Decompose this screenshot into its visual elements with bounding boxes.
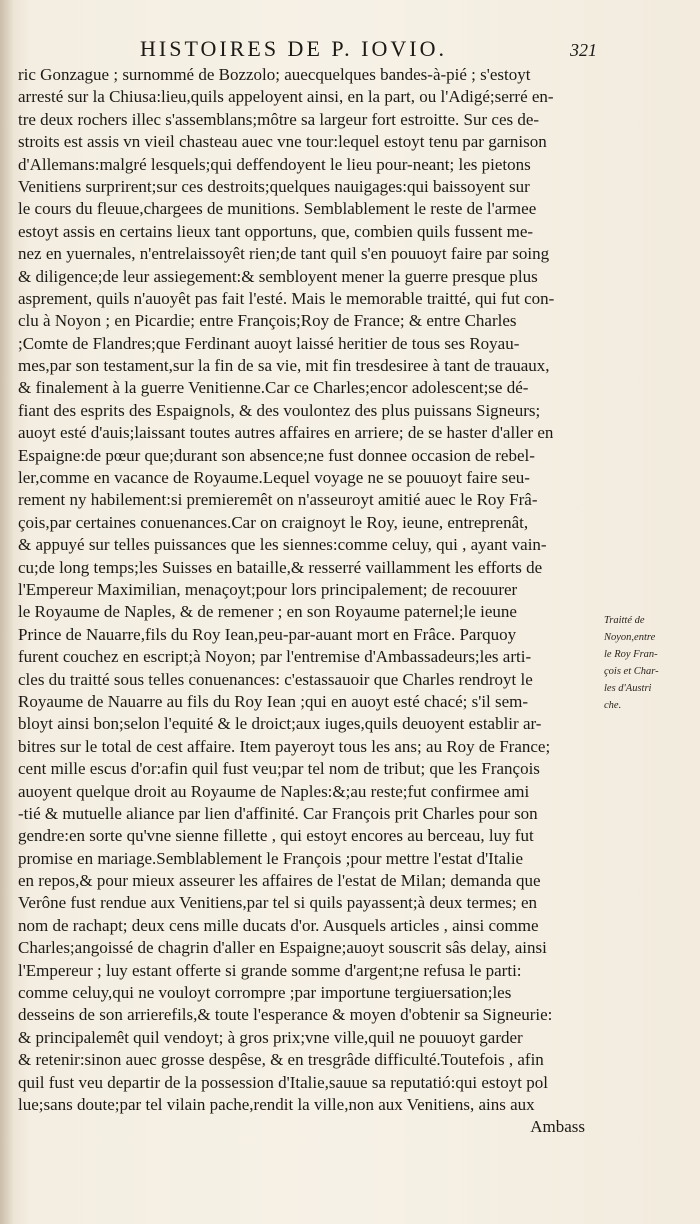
- text-line: stroits est assis vn vieil chasteau auec vne tour:lequel estoyt tenu par garnison: [18, 132, 547, 152]
- text-line: Espaigne:de pœur que;durant son absence;ne fust donnee occasion de rebel-: [18, 445, 535, 465]
- text-line: le Royaume de Naples, & de remener ; en son Royaume paternel;le ieune: [18, 602, 517, 622]
- text-line: en repos,& pour mieux asseurer les affaires de l'estat de Milan; demanda que: [18, 871, 541, 891]
- catchword: Ambass: [530, 1117, 585, 1137]
- text-line: & diligence;de leur assiegement:& sembloyent mener la guerre presque plus: [18, 266, 538, 286]
- text-line: & appuyé sur telles puissances que les siennes:comme celuy, qui , ayant vain-: [18, 535, 547, 555]
- margin-note-line: le Roy Fran-: [604, 649, 658, 660]
- margin-note-line: çois et Char-: [604, 666, 659, 677]
- text-line: cles du traitté sous telles conuenances: c'estassauoir que Charles rendroyt le: [18, 669, 533, 689]
- text-line: d'Allemans:malgré lesquels;qui deffendoyent le lieu pour-neant; les pietons: [18, 154, 531, 174]
- text-line: le cours du fleuue,chargees de munitions. Semblablement le reste de l'armee: [18, 199, 537, 219]
- text-line: nom de rachapt; deux cens mille ducats d'or. Ausquels articles , ainsi comme: [18, 915, 539, 935]
- text-line: bitres sur le total de cest affaire. Item payeroyt tous les ans; au Roy de France;: [18, 736, 551, 756]
- text-line: ric Gonzague ; surnommé de Bozzolo; auecquelques bandes-à-pié ; s'estoyt: [18, 65, 531, 84]
- text-line: -tié & mutuelle aliance par lien d'affinité. Car François prit Charles pour son: [18, 803, 538, 823]
- text-line: clu à Noyon ; en Picardie; entre François;Roy de France; & entre Charles: [18, 311, 517, 331]
- text-line: l'Empereur ; luy estant offerte si grande somme d'argent;ne refusa le parti:: [18, 960, 522, 980]
- text-line: quil fust veu departir de la possession d'Italie,sauue sa reputatió:qui estoyt pol: [18, 1072, 548, 1092]
- margin-note-line: les d'Austri: [604, 683, 652, 694]
- text-line: comme celuy,qui ne vouloyt corrompre ;par importune tergiuersation;les: [18, 983, 512, 1003]
- text-line: lue;sans doute;par tel vilain pache,rendit la ville,non aux Venitiens, ains aux: [18, 1094, 535, 1114]
- text-line: Charles;angoissé de chagrin d'aller en Espaigne;auoyt souscrit sâs delay, ainsi: [18, 938, 547, 958]
- text-line: auoyent quelque droit au Royaume de Naples:&;au reste;fut confirmee ami: [18, 781, 530, 801]
- margin-note-line: che.: [604, 700, 622, 711]
- text-line: auoyt esté d'auis;laissant toutes autres affaires en arriere; de se haster d'aller en: [18, 423, 554, 443]
- margin-note: [604, 612, 690, 714]
- text-line: & principalemêt quil vendoyt; à gros prix;vne ville,quil ne pouuoyt garder: [18, 1027, 523, 1047]
- text-line: cent mille escus d'or:afin quil fust veu;par tel nom de tribut; que les François: [18, 759, 540, 779]
- text-line: mes,par son testament,sur la fin de sa vie, mit fin tresdesiree à tant de trauaux,: [18, 356, 550, 376]
- text-line: l'Empereur Maximilian, menaçoyt;pour lors principalement; de recouurer: [18, 579, 518, 599]
- text-line: Prince de Nauarre,fils du Roy Iean,peu-par-auant mort en Frâce. Parquoy: [18, 624, 517, 644]
- margin-note-line: Traitté de: [604, 615, 645, 626]
- text-line: ler,comme en vacance de Royaume.Lequel voyage ne se pouuoyt faire seu-: [18, 468, 530, 488]
- text-line: promise en mariage.Semblablement le François ;pour mettre l'estat d'Italie: [18, 848, 524, 868]
- text-line: asprement, quils n'auoyêt pas fait l'esté. Mais le memorable traitté, qui fut con-: [18, 288, 555, 308]
- text-line: cu;de long temps;les Suisses en bataille,& resserré vaillamment les efforts de: [18, 557, 543, 577]
- text-line: Verône fust rendue aux Venitiens,par tel si quils payassent;à deux termes; en: [18, 893, 537, 913]
- text-line: tre deux rochers illec s'assemblans;môtre sa largeur fort estroitte. Sur ces de-: [18, 109, 540, 129]
- page-number: 321: [570, 40, 597, 60]
- margin-note-line: Noyon,entre: [604, 632, 656, 643]
- text-line: desseins de son arrierefils,& toute l'esperance & moyen d'obtenir sa Signeurie:: [18, 1005, 553, 1025]
- text-line: & finalement à la guerre Venitienne.Car ce Charles;encor adolescent;se dé-: [18, 378, 529, 398]
- body-text: [18, 64, 593, 1139]
- text-line: ;Comte de Flandres;que Ferdinant auoyt laissé heritier de tous ses Royau-: [18, 333, 520, 353]
- text-line: furent couchez en escript;à Noyon; par l'entremise d'Ambassadeurs;les arti-: [18, 647, 532, 667]
- text-line: nez en yuernales, n'entrelaissoyêt rien;de tant quil s'en pouuoyt faire par soing: [18, 244, 550, 264]
- text-line: çois,par certaines conuenances.Car on craignoyt le Roy, ieune, entreprenât,: [18, 512, 529, 532]
- gutter-shadow: [0, 0, 14, 1224]
- text-line: estoyt assis en certains lieux tant opportuns, que, combien quils fussent me-: [18, 221, 534, 241]
- text-line: gendre:en sorte qu'vne sienne fillette , qui estoyt encores au berceau, luy fut: [18, 826, 534, 846]
- text-line: & retenir:sinon auec grosse despêse, & en tresgrâde difficulté.Toutefois , afin: [18, 1050, 544, 1070]
- text-line: bloyt ainsi bon;selon l'equité & le droict;aux iuges,quils deuoyent establir ar-: [18, 714, 542, 734]
- running-title: HISTOIRES DE P. IOVIO.: [140, 36, 447, 61]
- text-line: fiant des esprits des Espaignols, & des voulontez des plus puissans Signeurs;: [18, 400, 541, 420]
- text-line: Venitiens surprirent;sur ces destroits;quelques nauigages:qui baissoyent sur: [18, 176, 530, 196]
- text-line: Royaume de Nauarre au fils du Roy Iean ;qui en auoyt esté chacé; s'il sem-: [18, 691, 529, 711]
- text-line: arresté sur la Chiusa:lieu,quils appeloyent ainsi, en la part, ou l'Adigé;serré en-: [18, 87, 554, 107]
- text-line: rement ny habilement:si premieremêt on n'asseuroyt amitié auec le Roy Frâ-: [18, 490, 538, 510]
